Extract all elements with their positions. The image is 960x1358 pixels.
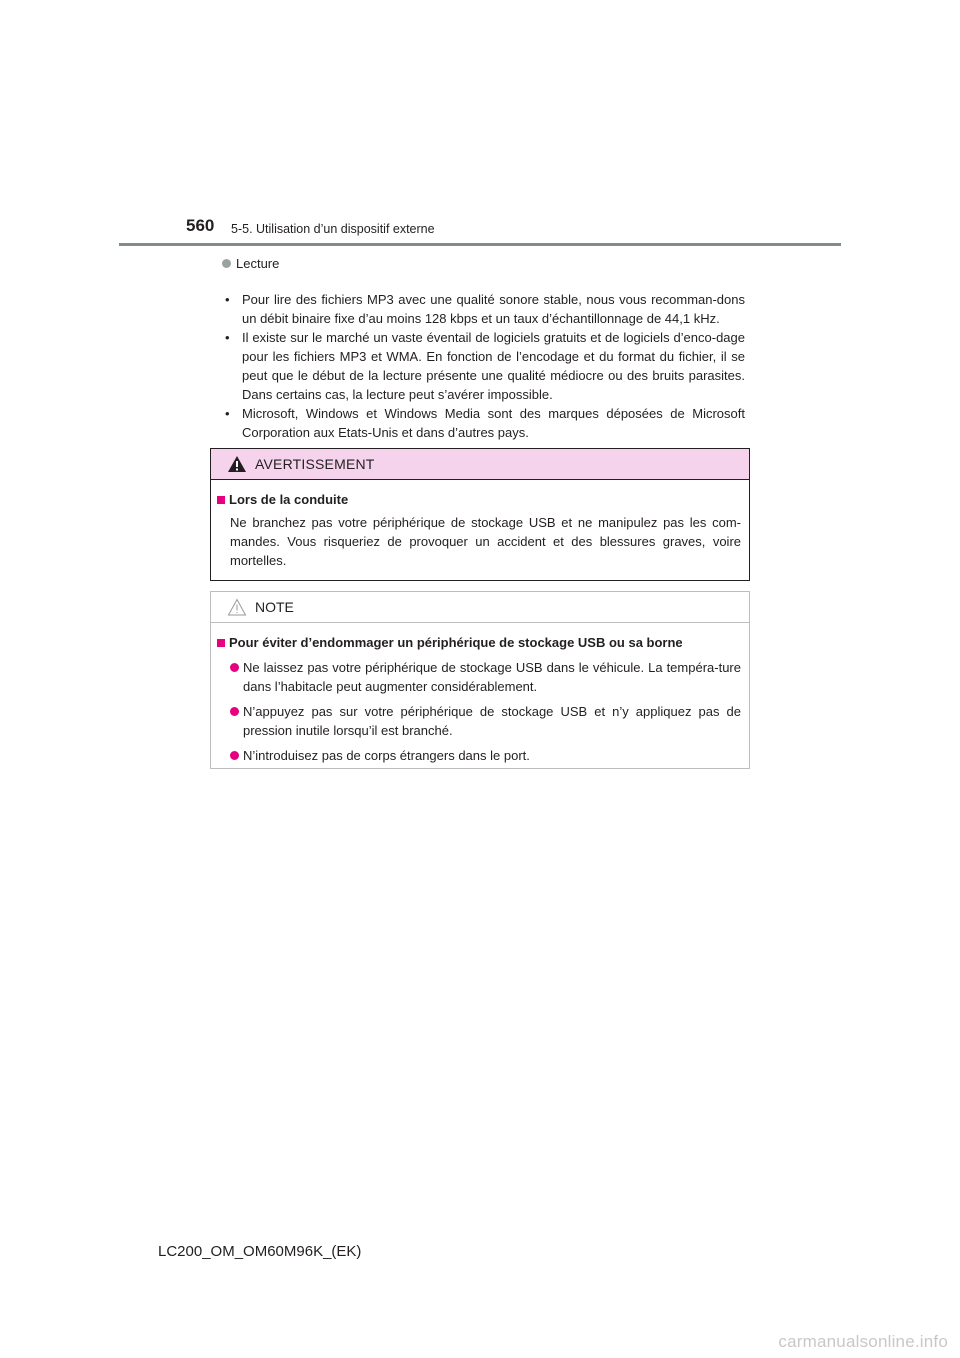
bullet-icon: • [225,330,230,345]
warning-text: Ne branchez pas votre périphérique de stockage USB et ne manipulez pas les com-mandes. Vous risqueriez de provoquer un accident et des blessures graves, voire mortelles. [230,515,741,568]
pink-bullet-icon [230,663,239,672]
warning-header [211,449,749,480]
warning-triangle-icon [227,455,247,473]
lecture-list [225,290,745,442]
caution-triangle-icon [227,598,247,616]
bullet-circle-icon [222,259,231,268]
watermark: carmanualsonline.info [778,1332,948,1351]
warning-title: AVERTISSEMENT [255,456,375,472]
note-title: NOTE [255,599,294,615]
note-body [211,623,749,765]
pink-bullet-icon [230,707,239,716]
list-item [217,746,741,765]
note-subheading [217,633,741,652]
bullet-icon: • [225,406,230,421]
lecture-heading-label: Lecture [236,256,280,271]
page-number: 560 [186,216,215,235]
note-box [210,591,750,769]
list-item [225,404,745,442]
warning-subheading-label: Lors de la conduite [229,492,349,507]
note-header [211,592,749,623]
warning-box [210,448,750,581]
note-item-text: Ne laissez pas votre périphérique de stockage USB dans le véhicule. La tempéra-ture dans l’habitacle peut augmenter considérablement. [243,660,741,694]
list-item [225,328,745,404]
list-item-text: Il existe sur le marché un vaste éventail de logiciels gratuits et de logiciels d’enco-dage pour les fichiers MP3 et WMA. En fonction de l’encodage et du format du fichier, il se peut que le début de la lecture présente une qualité médiocre ou des bruits parasites. Dans certains cas, la lecture peut s’avérer impossible. [242,330,745,402]
pink-square-icon [217,639,225,647]
list-item [217,658,741,696]
note-subheading-label: Pour éviter d’endommager un périphérique de stockage USB ou sa borne [229,635,683,650]
section-title: 5-5. Utilisation d’un dispositif externe [231,222,435,236]
lecture-heading [222,256,279,271]
note-item-text: N’introduisez pas de corps étrangers dans le port. [243,748,530,763]
warning-subheading [217,490,741,509]
pink-square-icon [217,496,225,504]
bullet-icon: • [225,292,230,307]
list-item-text: Pour lire des fichiers MP3 avec une qualité sonore stable, nous vous recomman-dons un débit binaire fixe d’au moins 128 kbps et un taux d’échantillonnage de 44,1 kHz. [242,292,745,326]
footer-doc-code: LC200_OM_OM60M96K_(EK) [158,1243,362,1260]
header-rule [119,243,841,246]
note-item-text: N’appuyez pas sur votre périphérique de stockage USB et n’y appliquez pas de pression inutile lorsqu’il est branché. [243,704,741,738]
warning-body [211,480,749,570]
pink-bullet-icon [230,751,239,760]
list-item [217,702,741,740]
list-item-text: Microsoft, Windows et Windows Media sont des marques déposées de Microsoft Corporation aux Etats-Unis et dans d’autres pays. [242,406,745,440]
list-item [225,290,745,328]
